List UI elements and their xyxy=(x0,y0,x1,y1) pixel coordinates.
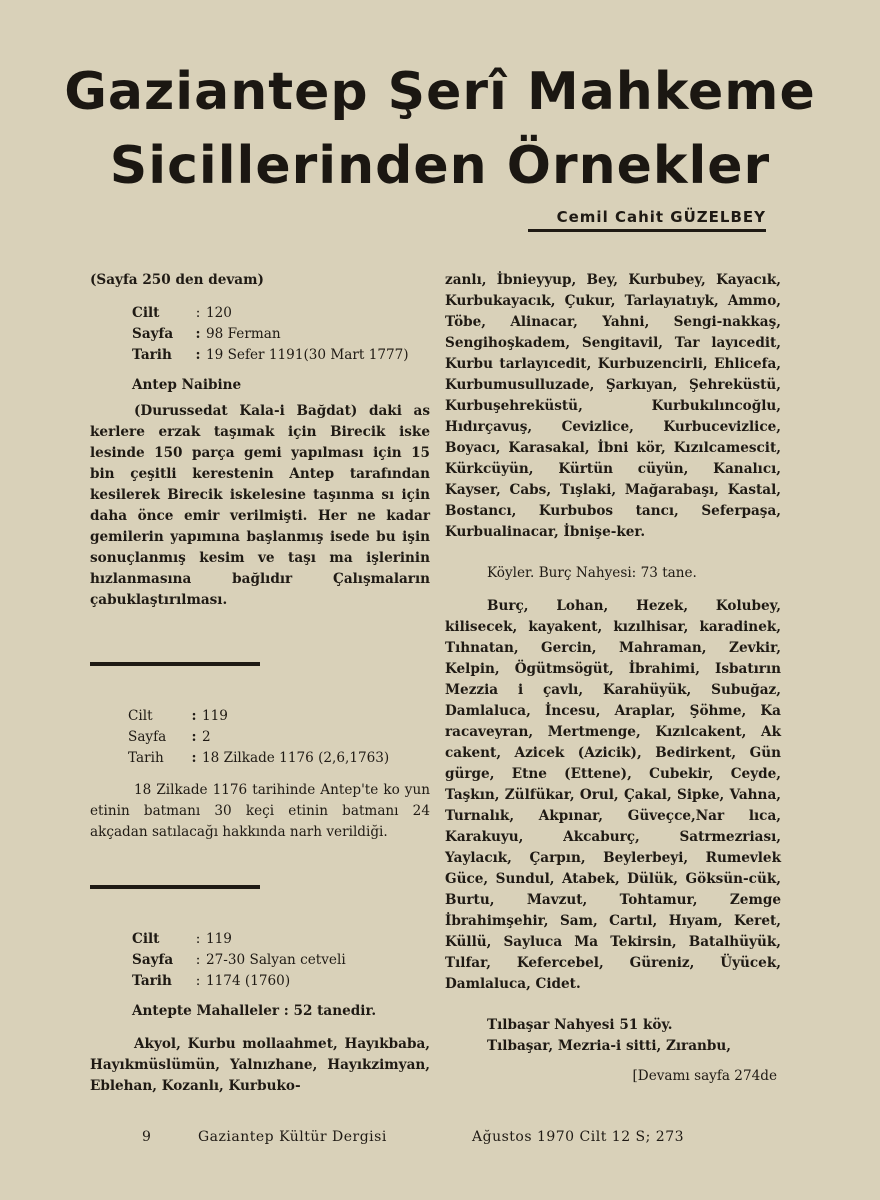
continued-to-note: [Devamı sayfa 274de xyxy=(632,1068,777,1084)
colon: : xyxy=(195,305,201,321)
record3-sayfa-label: Sayfa xyxy=(132,952,174,968)
record1-sayfa-row xyxy=(132,324,430,345)
record3-tarih-value: 1174 (1760) xyxy=(206,973,291,989)
record1-tarih-value: 19 Sefer 1191(30 Mart 1777) xyxy=(206,347,409,363)
left-column-record2 xyxy=(90,706,430,843)
issue-info: Ağustos 1970 Cilt 12 S; 273 xyxy=(472,1129,685,1145)
record3-sayfa-row xyxy=(132,950,430,971)
neighborhood-list: zanlı, İbnieyyup, Bey, Kurbubey, Kayacık, Kurbukayacık, Çukur, Tarlayıatıyk, Ammo, Töbe, Alinacar, Yahni, Sengi-nakkaş, Sengihoşkadem, Sengitavil, Tar layıcedit, Kurbu tarlayıcedit, Kurbuzencirli, Ehlicefa, Kurbumusulluzade, Şarkıyan, Şehreküstü, Kurbuşehreküstü, Kurbukılıncoğlu, Hıdırçavuş, Cevizlice, Kurbucevizlice, Boyacı, Karasakal, İbni kör, Kızılcamescit, Kürkcüyün, Kürtün cüyün, Kanalıcı, Kayser, Cabs, Tışlaki, Mağarabaşı, Kastal, Bostancı, Kurbubos tancı, Seferpaşa, Kurbualinacar, İbnişe-ker. xyxy=(445,272,781,540)
article-title-line2: Sicillerinden Örnekler xyxy=(109,136,771,196)
record2-tarih-row xyxy=(128,748,430,769)
record2-tarih-value: 18 Zilkade 1176 (2,6,1763) xyxy=(202,750,390,766)
colon: : xyxy=(191,729,197,745)
section-divider xyxy=(90,885,260,889)
continued-from-note: (Sayfa 250 den devam) xyxy=(90,272,264,288)
record3-tarih-row xyxy=(132,971,430,992)
left-column-record1 xyxy=(90,270,430,611)
record2-tarih-label: Tarih xyxy=(128,750,164,766)
record3-cilt-value: 119 xyxy=(206,931,232,947)
record3-body: Akyol, Kurbu mollaahmet, Hayıkbaba, Hayıkmüslümün, Yalnızhane, Hayıkzimyan, Eblehan, Kozanlı, Kurbuko- xyxy=(90,1036,430,1094)
colon: : xyxy=(195,326,201,342)
record2-cilt-row xyxy=(128,706,430,727)
colon: : xyxy=(195,952,201,968)
record3-meta xyxy=(90,929,430,992)
colon: : xyxy=(191,708,197,724)
article-title-line1: Gaziantep Şerî Mahkeme xyxy=(64,62,816,122)
record3-tarih-label: Tarih xyxy=(132,973,172,989)
record1-cilt-label: Cilt xyxy=(132,305,160,321)
colon: : xyxy=(191,750,197,766)
record3-heading: Antepte Mahalleler : 52 tanedir. xyxy=(132,1003,377,1019)
record1-body: (Durussedat Kala-i Bağdat) daki as kerlere erzak taşımak için Birecik iske lesinde 150 parça gemi yapılması için 15 bin çeşitli kerestenin Antep tarafından kesilerek Birecik iskelesine taşınma sı için daha önce emir verilmişti. Her ne kadar gemilerin yapımına başlanmış isede bu işin sonuçlanmış kesim ve taşı ma işlerinin hızlanmasına bağlıdır Çalışmaların çabuklaştırılması. xyxy=(90,403,430,608)
section-divider xyxy=(90,662,260,666)
page-number: 9 xyxy=(142,1129,151,1145)
record1-cilt-row xyxy=(132,303,430,324)
record1-sayfa-value: 98 Ferman xyxy=(206,326,281,342)
record1-cilt-value: 120 xyxy=(206,305,232,321)
record1-heading: Antep Naibine xyxy=(132,377,242,393)
record1-tarih-row xyxy=(132,345,430,366)
right-column xyxy=(445,270,781,1087)
record3-cilt-row xyxy=(132,929,430,950)
colon: : xyxy=(195,347,201,363)
tilbasar-line1: Tılbaşar Nahyesi 51 köy. xyxy=(487,1017,673,1033)
journal-name: Gaziantep Kültür Dergisi xyxy=(198,1129,387,1145)
record2-sayfa-value: 2 xyxy=(202,729,211,745)
record3-cilt-label: Cilt xyxy=(132,931,160,947)
left-column-record3 xyxy=(90,929,430,1097)
record2-sayfa-label: Sayfa xyxy=(128,729,167,745)
record2-cilt-value: 119 xyxy=(202,708,228,724)
record2-body: 18 Zilkade 1176 tarihinde Antep'te ko yun etinin batmanı 30 keçi etinin batmanı 24 akçadan satılacağı hakkında narh verildiği. xyxy=(90,782,430,840)
village-list: Burç, Lohan, Hezek, Kolubey, kilisecek, kayakent, kızılhisar, karadinek, Tıhnatan, Gercin, Mahraman, Zevkir, Kelpin, Ögütmsögüt, İbrahimi, Isbatırın Mezzia i çavlı, Karahüyük, Subuğaz, Damlaluca, İncesu, Araplar, Şöhme, Ka racaveyran, Mertmenge, Kızılcakent, Ak cakent, Azicek (Azicik), Bedirkent, Gün gürge, Etne (Ettene), Cubekir, Ceyde, Taşkın, Zülfükar, Orul, Çakal, Sipke, Vahna, Turnalık, Akpınar, Güveçce,Nar lıca, Karakuyu, Akcaburç, Satrmezriası, Yaylacık, Çarpın, Beylerbeyi, Rumevlek Güce, Sundul, Atabek, Dülük, Göksün-cük, Burtu, Mavzut, Tohtamur, Zemge İbrahimşehir, Sam, Cartıl, Hıyam, Keret, Küllü, Sayluca Ma Tekirsin, Batalhüyük, Tılfar, Kefercebel, Güreniz, Üyücek, Damlaluca, Cidet. xyxy=(445,598,781,992)
record1-sayfa-label: Sayfa xyxy=(132,326,174,342)
tilbasar-line2: Tılbaşar, Mezria-i sitti, Zıranbu, xyxy=(487,1038,732,1054)
record2-cilt-label: Cilt xyxy=(128,708,153,724)
record2-sayfa-row xyxy=(128,727,430,748)
villages-heading: Köyler. Burç Nahyesi: 73 tane. xyxy=(487,565,697,581)
record1-meta xyxy=(90,303,430,366)
record1-tarih-label: Tarih xyxy=(132,347,172,363)
article-author: Cemil Cahit GÜZELBEY xyxy=(528,208,766,232)
record3-sayfa-value: 27-30 Salyan cetveli xyxy=(206,952,346,968)
record2-meta xyxy=(90,706,430,769)
colon: : xyxy=(195,931,201,947)
colon: : xyxy=(195,973,201,989)
